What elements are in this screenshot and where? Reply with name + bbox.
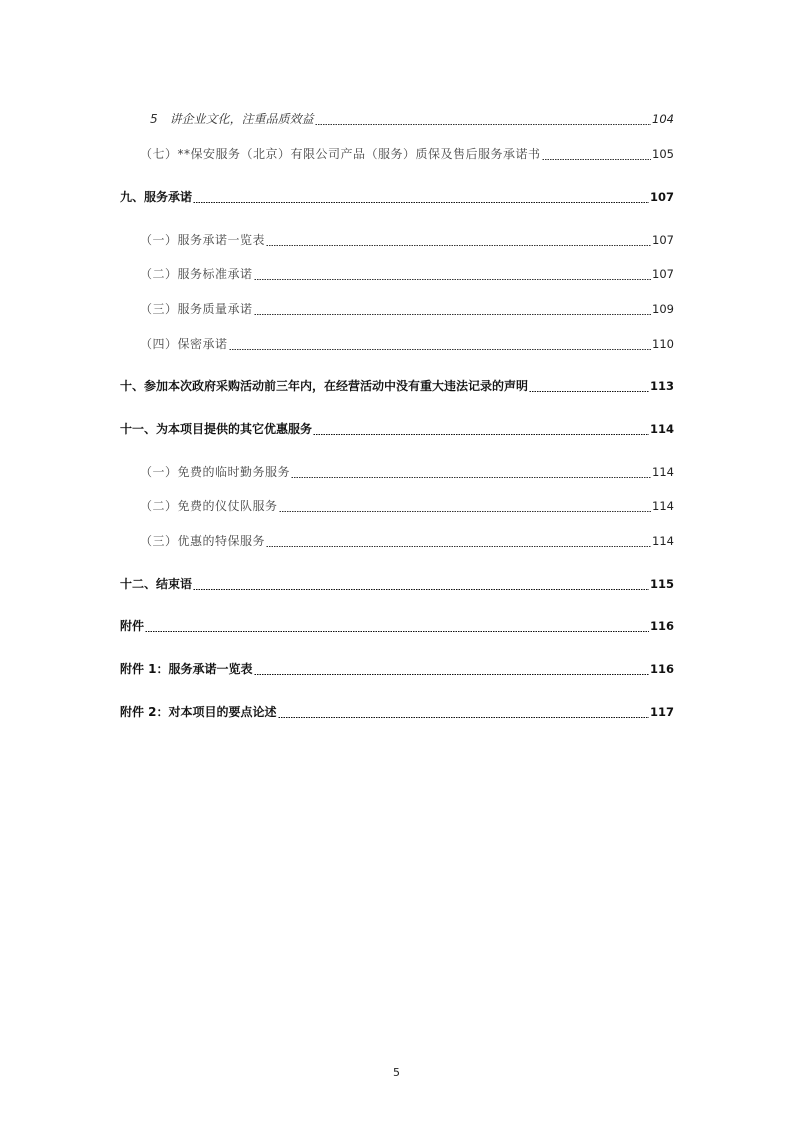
toc-entry-label: 九、服务承诺 — [120, 190, 193, 204]
toc-entry-label: （三）优惠的特保服务 — [140, 534, 266, 548]
toc-dot-leader — [278, 717, 649, 718]
toc-dot-leader — [529, 391, 649, 392]
toc-entry-page: 105 — [652, 147, 674, 161]
toc-entry-page: 109 — [652, 302, 674, 316]
toc-entry-page: 114 — [652, 465, 674, 479]
toc-dot-leader — [313, 434, 649, 435]
toc-dot-leader — [266, 546, 651, 547]
toc-entry-page: 114 — [649, 422, 674, 436]
toc-entry-label: （二）免费的仪仗队服务 — [140, 499, 278, 513]
toc-entry-label: 附件 — [120, 619, 145, 633]
toc-entry-label: 十一、为本项目提供的其它优惠服务 — [120, 422, 313, 436]
toc-entry-page: 114 — [652, 534, 674, 548]
toc-dot-leader — [229, 349, 652, 350]
toc-entry[interactable] — [140, 145, 674, 163]
toc-entry[interactable] — [140, 532, 674, 550]
toc-entry-page: 113 — [649, 379, 674, 393]
toc-entry-page: 110 — [652, 337, 674, 351]
toc-entry-label: 5 讲企业文化，注重品质效益 — [150, 112, 314, 126]
toc-entry-page: 107 — [652, 267, 674, 281]
toc-entry-page: 104 — [652, 112, 674, 126]
toc-entry[interactable] — [140, 463, 674, 481]
toc-dot-leader — [145, 631, 649, 632]
toc-entry[interactable] — [120, 377, 674, 395]
toc-entry-page: 117 — [649, 705, 674, 719]
toc-entry-label: 十、参加本次政府采购活动前三年内，在经营活动中没有重大违法记录的声明 — [120, 379, 529, 393]
toc-dot-leader — [254, 314, 652, 315]
toc-entry[interactable] — [120, 575, 674, 593]
toc-dot-leader — [193, 202, 649, 203]
toc-dot-leader — [315, 124, 651, 125]
toc-entry-label: 十二、结束语 — [120, 577, 193, 591]
toc-entry[interactable] — [140, 335, 674, 353]
toc-dot-leader — [291, 477, 651, 478]
toc-entry[interactable] — [140, 300, 674, 318]
toc-entry-label: （二）服务标准承诺 — [140, 267, 253, 281]
toc-entry-label: 附件 1：服务承诺一览表 — [120, 662, 253, 676]
toc-entry[interactable] — [140, 497, 674, 515]
toc-entry[interactable] — [120, 188, 674, 206]
toc-dot-leader — [254, 674, 649, 675]
toc-entry-label: （四）保密承诺 — [140, 337, 228, 351]
toc-entry[interactable] — [140, 231, 674, 249]
toc-entry-page: 114 — [652, 499, 674, 513]
toc-entry-label: （七）**保安服务（北京）有限公司产品（服务）质保及售后服务承诺书 — [140, 147, 541, 161]
toc-entry[interactable] — [120, 703, 674, 721]
toc-entry-page: 107 — [649, 190, 674, 204]
toc-dot-leader — [266, 245, 651, 246]
toc-dot-leader — [542, 159, 652, 160]
toc-entry[interactable] — [120, 420, 674, 438]
toc-dot-leader — [279, 511, 652, 512]
toc-entry-label: （一）免费的临时勤务服务 — [140, 465, 291, 479]
toc-entry[interactable] — [120, 617, 674, 635]
toc-entry-page: 107 — [652, 233, 674, 247]
toc-dot-leader — [193, 589, 649, 590]
toc-entry-page: 116 — [649, 662, 674, 676]
toc-entry[interactable] — [140, 265, 674, 283]
toc-entry-label: 附件 2：对本项目的要点论述 — [120, 705, 277, 719]
toc-entry-page: 116 — [649, 619, 674, 633]
toc-dot-leader — [254, 279, 652, 280]
toc-entry-page: 115 — [649, 577, 674, 591]
toc-entry-label: （三）服务质量承诺 — [140, 302, 253, 316]
page-number: 5 — [393, 1066, 400, 1079]
toc-entry[interactable] — [120, 660, 674, 678]
toc-entry[interactable] — [150, 110, 674, 128]
toc-entry-label: （一）服务承诺一览表 — [140, 233, 266, 247]
